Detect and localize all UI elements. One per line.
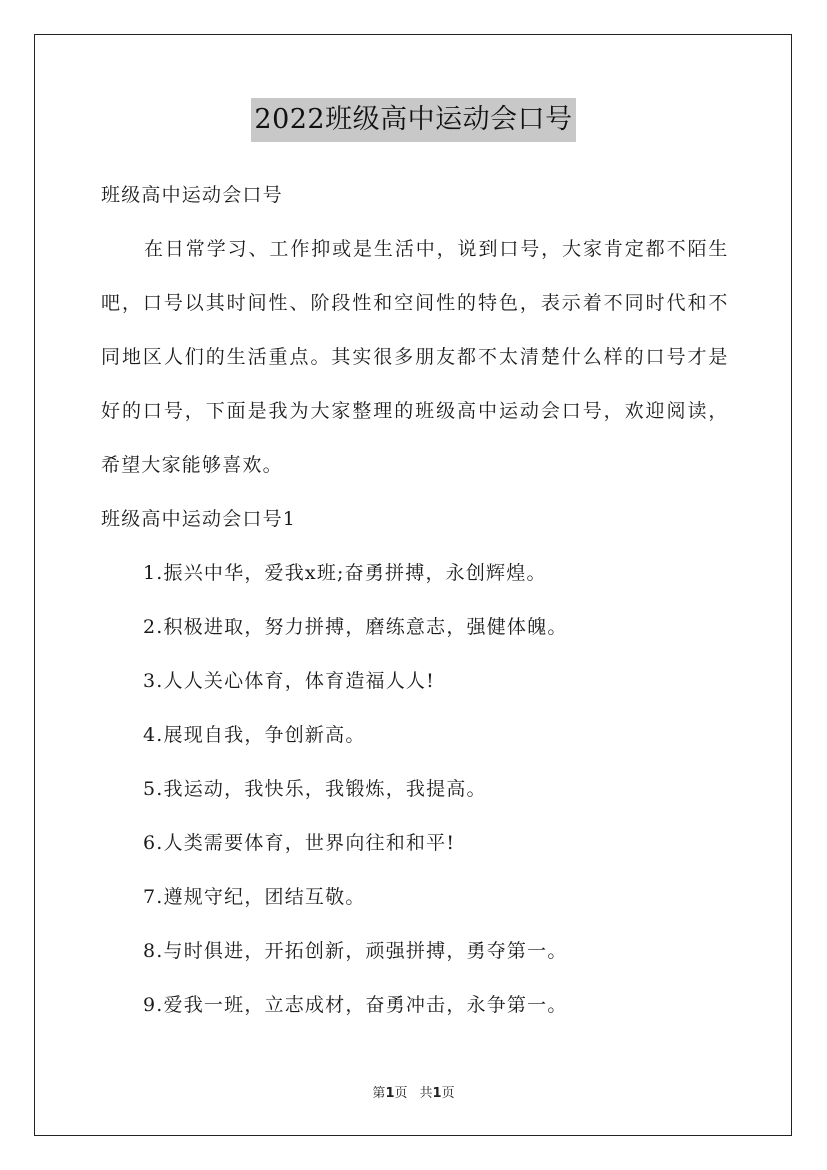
document-body: [101, 168, 729, 1032]
intro-line: 好的口号，下面是我为大家整理的班级高中运动会口号，欢迎阅读，: [101, 400, 729, 422]
page-footer: [0, 1082, 827, 1101]
total-prefix: 共: [419, 1086, 433, 1101]
page-number: 1: [385, 1086, 395, 1101]
slogan-item: 1.振兴中华，爱我x班;奋勇拼搏，永创辉煌。: [143, 562, 547, 584]
slogan-item: 7.遵规守纪，团结互敬。: [143, 886, 366, 908]
total-pages: 1: [432, 1086, 442, 1101]
intro-line: 同地区人们的生活重点。其实很多朋友都不太清楚什么样的口号才是: [101, 346, 729, 368]
page-prefix: 第: [372, 1086, 386, 1101]
intro-line: 希望大家能够喜欢。: [101, 454, 283, 476]
document-title: 2022班级高中运动会口号: [251, 98, 575, 142]
intro-line: 在日常学习、工作抑或是生活中，说到口号，大家肯定都不陌生: [144, 238, 729, 260]
total-suffix: 页: [441, 1086, 455, 1101]
slogan-item: 9.爱我一班，立志成材，奋勇冲击，永争第一。: [143, 994, 568, 1016]
slogan-item: 8.与时俱进，开拓创新，顽强拼搏，勇夺第一。: [143, 940, 568, 962]
page-suffix: 页: [394, 1086, 408, 1101]
slogan-item: 4.展现自我，争创新高。: [143, 724, 366, 746]
section-heading: 班级高中运动会口号1: [101, 508, 297, 530]
slogan-item: 5.我运动，我快乐，我锻炼，我提高。: [143, 778, 487, 800]
slogan-item: 6.人类需要体育，世界向往和和平!: [143, 832, 456, 854]
subtitle: 班级高中运动会口号: [101, 184, 283, 206]
slogan-item: 3.人人关心体育，体育造福人人!: [143, 670, 435, 692]
intro-line: 吧，口号以其时间性、阶段性和空间性的特色，表示着不同时代和不: [101, 292, 729, 314]
slogan-item: 2.积极进取，努力拼搏，磨练意志，强健体魄。: [143, 616, 568, 638]
title-area: [0, 98, 827, 142]
